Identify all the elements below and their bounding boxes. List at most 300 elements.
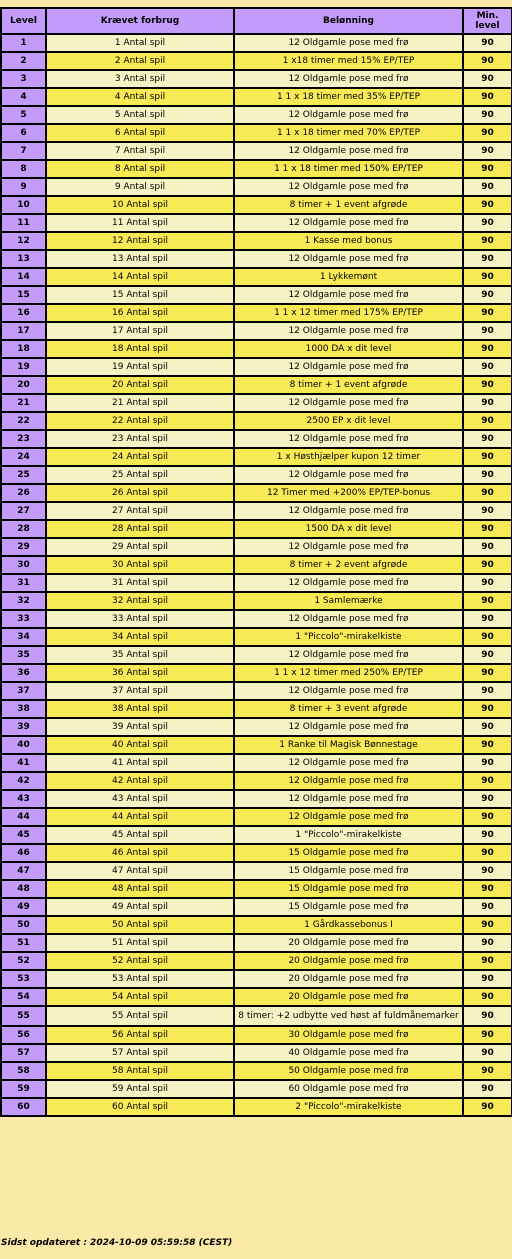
level-cell: 33 (1, 610, 46, 628)
required-usage-cell: 57 Antal spil (46, 1044, 234, 1062)
required-usage-cell: 55 Antal spil (46, 1006, 234, 1026)
table-row (1, 106, 512, 124)
min-level-cell: 90 (463, 664, 512, 682)
min-level-cell: 90 (463, 1044, 512, 1062)
header-level: Level (1, 8, 46, 34)
level-cell: 48 (1, 880, 46, 898)
reward-cell: 1 Samlemærke (234, 592, 463, 610)
min-level-cell: 90 (463, 412, 512, 430)
required-usage-cell: 6 Antal spil (46, 124, 234, 142)
level-cell: 45 (1, 826, 46, 844)
table-row (1, 124, 512, 142)
reward-cell: 1 "Piccolo"-mirakelkiste (234, 826, 463, 844)
min-level-cell: 90 (463, 682, 512, 700)
level-cell: 29 (1, 538, 46, 556)
table-row (1, 952, 512, 970)
reward-cell: 15 Oldgamle pose med frø (234, 844, 463, 862)
min-level-cell: 90 (463, 214, 512, 232)
table-row (1, 88, 512, 106)
reward-cell: 12 Oldgamle pose med frø (234, 430, 463, 448)
min-level-cell: 90 (463, 1026, 512, 1044)
table-row (1, 808, 512, 826)
table-body (1, 34, 512, 1116)
min-level-cell: 90 (463, 970, 512, 988)
min-level-cell: 90 (463, 124, 512, 142)
min-level-cell: 90 (463, 322, 512, 340)
min-level-cell: 90 (463, 358, 512, 376)
required-usage-cell: 41 Antal spil (46, 754, 234, 772)
min-level-cell: 90 (463, 646, 512, 664)
table-row (1, 268, 512, 286)
required-usage-cell: 7 Antal spil (46, 142, 234, 160)
table-row (1, 376, 512, 394)
level-cell: 11 (1, 214, 46, 232)
table-row (1, 1006, 512, 1026)
reward-cell: 15 Oldgamle pose med frø (234, 862, 463, 880)
required-usage-cell: 17 Antal spil (46, 322, 234, 340)
min-level-cell: 90 (463, 520, 512, 538)
table-row (1, 718, 512, 736)
table-row (1, 520, 512, 538)
table-row (1, 826, 512, 844)
level-cell: 52 (1, 952, 46, 970)
required-usage-cell: 21 Antal spil (46, 394, 234, 412)
table-row (1, 880, 512, 898)
required-usage-cell: 43 Antal spil (46, 790, 234, 808)
rewards-table (0, 7, 512, 1117)
min-level-cell: 90 (463, 880, 512, 898)
min-level-cell: 90 (463, 700, 512, 718)
level-cell: 37 (1, 682, 46, 700)
table-row (1, 196, 512, 214)
table-row (1, 646, 512, 664)
level-cell: 27 (1, 502, 46, 520)
reward-cell: 15 Oldgamle pose med frø (234, 898, 463, 916)
table-row (1, 664, 512, 682)
required-usage-cell: 58 Antal spil (46, 1062, 234, 1080)
min-level-cell: 90 (463, 34, 512, 52)
min-level-cell: 90 (463, 556, 512, 574)
rewards-table-container (0, 7, 511, 1117)
reward-cell: 20 Oldgamle pose med frø (234, 934, 463, 952)
reward-cell: 1 Kasse med bonus (234, 232, 463, 250)
level-cell: 19 (1, 358, 46, 376)
table-row (1, 754, 512, 772)
min-level-cell: 90 (463, 754, 512, 772)
reward-cell: 12 Oldgamle pose med frø (234, 466, 463, 484)
reward-cell: 20 Oldgamle pose med frø (234, 952, 463, 970)
reward-cell: 12 Oldgamle pose med frø (234, 142, 463, 160)
required-usage-cell: 25 Antal spil (46, 466, 234, 484)
required-usage-cell: 5 Antal spil (46, 106, 234, 124)
min-level-cell: 90 (463, 484, 512, 502)
level-cell: 7 (1, 142, 46, 160)
level-cell: 32 (1, 592, 46, 610)
table-row (1, 70, 512, 88)
table-row (1, 682, 512, 700)
level-cell: 34 (1, 628, 46, 646)
table-row (1, 1026, 512, 1044)
required-usage-cell: 4 Antal spil (46, 88, 234, 106)
required-usage-cell: 23 Antal spil (46, 430, 234, 448)
level-cell: 23 (1, 430, 46, 448)
min-level-cell: 90 (463, 466, 512, 484)
min-level-cell: 90 (463, 52, 512, 70)
level-cell: 36 (1, 664, 46, 682)
min-level-cell: 90 (463, 718, 512, 736)
min-level-cell: 90 (463, 862, 512, 880)
min-level-cell: 90 (463, 538, 512, 556)
reward-cell: 20 Oldgamle pose med frø (234, 988, 463, 1006)
table-row (1, 1062, 512, 1080)
table-row (1, 790, 512, 808)
min-level-cell: 90 (463, 448, 512, 466)
level-cell: 2 (1, 52, 46, 70)
table-row (1, 610, 512, 628)
min-level-cell: 90 (463, 952, 512, 970)
min-level-cell: 90 (463, 304, 512, 322)
reward-cell: 8 timer + 2 event afgrøde (234, 556, 463, 574)
level-cell: 15 (1, 286, 46, 304)
required-usage-cell: 19 Antal spil (46, 358, 234, 376)
required-usage-cell: 10 Antal spil (46, 196, 234, 214)
level-cell: 20 (1, 376, 46, 394)
header-reward: Belønning (234, 8, 463, 34)
level-cell: 42 (1, 772, 46, 790)
reward-cell: 12 Oldgamle pose med frø (234, 610, 463, 628)
min-level-cell: 90 (463, 70, 512, 88)
reward-cell: 12 Oldgamle pose med frø (234, 34, 463, 52)
min-level-cell: 90 (463, 1062, 512, 1080)
required-usage-cell: 27 Antal spil (46, 502, 234, 520)
level-cell: 54 (1, 988, 46, 1006)
level-cell: 40 (1, 736, 46, 754)
reward-cell: 12 Oldgamle pose med frø (234, 772, 463, 790)
required-usage-cell: 56 Antal spil (46, 1026, 234, 1044)
table-row (1, 412, 512, 430)
required-usage-cell: 45 Antal spil (46, 826, 234, 844)
required-usage-cell: 29 Antal spil (46, 538, 234, 556)
reward-cell: 50 Oldgamle pose med frø (234, 1062, 463, 1080)
required-usage-cell: 24 Antal spil (46, 448, 234, 466)
reward-cell: 12 Oldgamle pose med frø (234, 286, 463, 304)
reward-cell: 1500 DA x dit level (234, 520, 463, 538)
level-cell: 28 (1, 520, 46, 538)
required-usage-cell: 28 Antal spil (46, 520, 234, 538)
min-level-cell: 90 (463, 106, 512, 124)
reward-cell: 12 Oldgamle pose med frø (234, 322, 463, 340)
required-usage-cell: 22 Antal spil (46, 412, 234, 430)
table-row (1, 484, 512, 502)
table-row (1, 592, 512, 610)
min-level-cell: 90 (463, 232, 512, 250)
required-usage-cell: 38 Antal spil (46, 700, 234, 718)
required-usage-cell: 35 Antal spil (46, 646, 234, 664)
table-row (1, 394, 512, 412)
reward-cell: 1 "Piccolo"-mirakelkiste (234, 628, 463, 646)
level-cell: 18 (1, 340, 46, 358)
min-level-cell: 90 (463, 340, 512, 358)
required-usage-cell: 51 Antal spil (46, 934, 234, 952)
level-cell: 50 (1, 916, 46, 934)
min-level-cell: 90 (463, 844, 512, 862)
level-cell: 4 (1, 88, 46, 106)
reward-cell: 1 Gårdkassebonus I (234, 916, 463, 934)
min-level-cell: 90 (463, 808, 512, 826)
reward-cell: 40 Oldgamle pose med frø (234, 1044, 463, 1062)
reward-cell: 12 Timer med +200% EP/TEP-bonus (234, 484, 463, 502)
reward-cell: 8 timer + 1 event afgrøde (234, 376, 463, 394)
reward-cell: 12 Oldgamle pose med frø (234, 250, 463, 268)
level-cell: 12 (1, 232, 46, 250)
level-cell: 26 (1, 484, 46, 502)
required-usage-cell: 47 Antal spil (46, 862, 234, 880)
reward-cell: 12 Oldgamle pose med frø (234, 718, 463, 736)
min-level-cell: 90 (463, 88, 512, 106)
required-usage-cell: 30 Antal spil (46, 556, 234, 574)
required-usage-cell: 40 Antal spil (46, 736, 234, 754)
required-usage-cell: 33 Antal spil (46, 610, 234, 628)
level-cell: 21 (1, 394, 46, 412)
min-level-cell: 90 (463, 178, 512, 196)
reward-cell: 12 Oldgamle pose med frø (234, 502, 463, 520)
reward-cell: 12 Oldgamle pose med frø (234, 394, 463, 412)
table-row (1, 448, 512, 466)
reward-cell: 1 1 x 12 timer med 250% EP/TEP (234, 664, 463, 682)
table-header-row (1, 8, 512, 34)
level-cell: 9 (1, 178, 46, 196)
min-level-cell: 90 (463, 790, 512, 808)
table-row (1, 1044, 512, 1062)
table-row (1, 772, 512, 790)
reward-cell: 1 1 x 12 timer med 175% EP/TEP (234, 304, 463, 322)
table-row (1, 988, 512, 1006)
table-row (1, 898, 512, 916)
required-usage-cell: 1 Antal spil (46, 34, 234, 52)
table-row (1, 502, 512, 520)
level-cell: 14 (1, 268, 46, 286)
min-level-cell: 90 (463, 160, 512, 178)
level-cell: 6 (1, 124, 46, 142)
min-level-cell: 90 (463, 430, 512, 448)
level-cell: 10 (1, 196, 46, 214)
level-cell: 8 (1, 160, 46, 178)
reward-cell: 1 1 x 18 timer med 70% EP/TEP (234, 124, 463, 142)
min-level-cell: 90 (463, 736, 512, 754)
min-level-cell: 90 (463, 610, 512, 628)
reward-cell: 12 Oldgamle pose med frø (234, 574, 463, 592)
required-usage-cell: 42 Antal spil (46, 772, 234, 790)
level-cell: 60 (1, 1098, 46, 1116)
level-cell: 51 (1, 934, 46, 952)
table-row (1, 970, 512, 988)
level-cell: 3 (1, 70, 46, 88)
reward-cell: 1 1 x 18 timer med 35% EP/TEP (234, 88, 463, 106)
required-usage-cell: 16 Antal spil (46, 304, 234, 322)
header-min-level: Min. level (463, 8, 512, 34)
min-level-cell: 90 (463, 502, 512, 520)
required-usage-cell: 2 Antal spil (46, 52, 234, 70)
required-usage-cell: 39 Antal spil (46, 718, 234, 736)
level-cell: 5 (1, 106, 46, 124)
level-cell: 24 (1, 448, 46, 466)
reward-cell: 2500 EP x dit level (234, 412, 463, 430)
min-level-cell: 90 (463, 826, 512, 844)
required-usage-cell: 8 Antal spil (46, 160, 234, 178)
table-row (1, 574, 512, 592)
reward-cell: 15 Oldgamle pose med frø (234, 880, 463, 898)
header-required-usage: Krævet forbrug (46, 8, 234, 34)
required-usage-cell: 9 Antal spil (46, 178, 234, 196)
reward-cell: 8 timer + 3 event afgrøde (234, 700, 463, 718)
table-row (1, 232, 512, 250)
table-row (1, 304, 512, 322)
reward-cell: 12 Oldgamle pose med frø (234, 178, 463, 196)
table-row (1, 736, 512, 754)
min-level-cell: 90 (463, 1080, 512, 1098)
table-row (1, 142, 512, 160)
required-usage-cell: 12 Antal spil (46, 232, 234, 250)
table-row (1, 52, 512, 70)
reward-cell: 60 Oldgamle pose med frø (234, 1080, 463, 1098)
level-cell: 41 (1, 754, 46, 772)
required-usage-cell: 20 Antal spil (46, 376, 234, 394)
required-usage-cell: 59 Antal spil (46, 1080, 234, 1098)
table-row (1, 538, 512, 556)
min-level-cell: 90 (463, 916, 512, 934)
required-usage-cell: 60 Antal spil (46, 1098, 234, 1116)
level-cell: 17 (1, 322, 46, 340)
min-level-cell: 90 (463, 988, 512, 1006)
level-cell: 25 (1, 466, 46, 484)
required-usage-cell: 34 Antal spil (46, 628, 234, 646)
table-row (1, 466, 512, 484)
min-level-cell: 90 (463, 376, 512, 394)
min-level-cell: 90 (463, 142, 512, 160)
required-usage-cell: 14 Antal spil (46, 268, 234, 286)
level-cell: 13 (1, 250, 46, 268)
min-level-cell: 90 (463, 1006, 512, 1026)
table-row (1, 934, 512, 952)
min-level-cell: 90 (463, 250, 512, 268)
min-level-cell: 90 (463, 574, 512, 592)
level-cell: 38 (1, 700, 46, 718)
min-level-cell: 90 (463, 628, 512, 646)
level-cell: 44 (1, 808, 46, 826)
required-usage-cell: 31 Antal spil (46, 574, 234, 592)
reward-cell: 1 Ranke til Magisk Bønnestage (234, 736, 463, 754)
last-updated-text: Sidst opdateret : 2024-10-09 05:59:58 (CEST) (1, 1238, 233, 1248)
reward-cell: 12 Oldgamle pose med frø (234, 70, 463, 88)
level-cell: 55 (1, 1006, 46, 1026)
required-usage-cell: 37 Antal spil (46, 682, 234, 700)
min-level-cell: 90 (463, 268, 512, 286)
table-row (1, 916, 512, 934)
min-level-cell: 90 (463, 772, 512, 790)
reward-cell: 8 timer: +2 udbytte ved høst af fuldmånemarker (234, 1006, 463, 1026)
reward-cell: 1 Lykkemønt (234, 268, 463, 286)
reward-cell: 12 Oldgamle pose med frø (234, 754, 463, 772)
table-row (1, 1098, 512, 1116)
required-usage-cell: 18 Antal spil (46, 340, 234, 358)
reward-cell: 12 Oldgamle pose med frø (234, 646, 463, 664)
level-cell: 49 (1, 898, 46, 916)
min-level-cell: 90 (463, 898, 512, 916)
required-usage-cell: 13 Antal spil (46, 250, 234, 268)
level-cell: 56 (1, 1026, 46, 1044)
min-level-cell: 90 (463, 286, 512, 304)
table-row (1, 322, 512, 340)
level-cell: 16 (1, 304, 46, 322)
level-cell: 30 (1, 556, 46, 574)
level-cell: 46 (1, 844, 46, 862)
required-usage-cell: 32 Antal spil (46, 592, 234, 610)
level-cell: 57 (1, 1044, 46, 1062)
required-usage-cell: 49 Antal spil (46, 898, 234, 916)
reward-cell: 12 Oldgamle pose med frø (234, 106, 463, 124)
level-cell: 53 (1, 970, 46, 988)
level-cell: 47 (1, 862, 46, 880)
required-usage-cell: 44 Antal spil (46, 808, 234, 826)
required-usage-cell: 11 Antal spil (46, 214, 234, 232)
table-row (1, 1080, 512, 1098)
table-row (1, 556, 512, 574)
reward-cell: 30 Oldgamle pose med frø (234, 1026, 463, 1044)
level-cell: 31 (1, 574, 46, 592)
required-usage-cell: 3 Antal spil (46, 70, 234, 88)
level-cell: 39 (1, 718, 46, 736)
reward-cell: 1000 DA x dit level (234, 340, 463, 358)
level-cell: 59 (1, 1080, 46, 1098)
table-row (1, 286, 512, 304)
required-usage-cell: 53 Antal spil (46, 970, 234, 988)
table-row (1, 250, 512, 268)
required-usage-cell: 36 Antal spil (46, 664, 234, 682)
reward-cell: 8 timer + 1 event afgrøde (234, 196, 463, 214)
required-usage-cell: 46 Antal spil (46, 844, 234, 862)
reward-cell: 12 Oldgamle pose med frø (234, 790, 463, 808)
min-level-cell: 90 (463, 1098, 512, 1116)
table-row (1, 700, 512, 718)
reward-cell: 12 Oldgamle pose med frø (234, 214, 463, 232)
table-row (1, 160, 512, 178)
reward-cell: 12 Oldgamle pose med frø (234, 538, 463, 556)
reward-cell: 12 Oldgamle pose med frø (234, 358, 463, 376)
level-cell: 43 (1, 790, 46, 808)
level-cell: 22 (1, 412, 46, 430)
level-cell: 1 (1, 34, 46, 52)
level-cell: 35 (1, 646, 46, 664)
table-row (1, 628, 512, 646)
required-usage-cell: 26 Antal spil (46, 484, 234, 502)
reward-cell: 12 Oldgamle pose med frø (234, 682, 463, 700)
table-row (1, 34, 512, 52)
required-usage-cell: 15 Antal spil (46, 286, 234, 304)
table-row (1, 430, 512, 448)
reward-cell: 20 Oldgamle pose med frø (234, 970, 463, 988)
min-level-cell: 90 (463, 394, 512, 412)
table-row (1, 358, 512, 376)
reward-cell: 12 Oldgamle pose med frø (234, 808, 463, 826)
level-cell: 58 (1, 1062, 46, 1080)
reward-cell: 1 x Høsthjælper kupon 12 timer (234, 448, 463, 466)
min-level-cell: 90 (463, 592, 512, 610)
required-usage-cell: 50 Antal spil (46, 916, 234, 934)
reward-cell: 1 1 x 18 timer med 150% EP/TEP (234, 160, 463, 178)
min-level-cell: 90 (463, 196, 512, 214)
min-level-cell: 90 (463, 934, 512, 952)
required-usage-cell: 52 Antal spil (46, 952, 234, 970)
